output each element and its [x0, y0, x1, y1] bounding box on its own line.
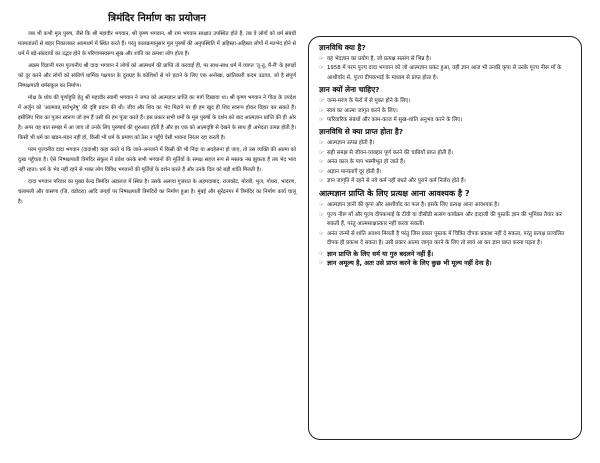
list-item	[319, 211, 571, 230]
list-item	[319, 139, 571, 148]
list-item	[319, 201, 571, 210]
closing-note	[319, 259, 571, 269]
list-item-text: यह भेदज्ञान का प्रयोग है, जो प्रत्यक्ष सत्संग से भिन्न है।	[327, 56, 432, 62]
pointing-hand-icon: ☞	[319, 140, 324, 147]
list-item	[319, 168, 571, 177]
list-item-text: आत्मज्ञान उत्पन्न होती है।	[327, 140, 375, 147]
left-column	[18, 10, 296, 209]
section-list-what-is-gyanvidhi	[319, 55, 571, 83]
list-item	[319, 116, 571, 125]
pointing-hand-icon: ☞	[319, 65, 324, 72]
pointing-hand-icon: ☞	[319, 159, 324, 166]
pointing-hand-icon: ☞	[319, 107, 324, 114]
pointing-hand-icon: ☞	[319, 178, 324, 185]
list-item-text: अज्ञान मान्यताएँ दूर होती हैं।	[327, 168, 382, 175]
pointing-hand-icon: ☞	[319, 56, 324, 62]
list-item	[319, 107, 571, 116]
pointing-hand-icon: ☞	[319, 260, 324, 267]
pointing-hand-icon: ☞	[319, 168, 324, 175]
paragraph-2: अक्रम विज्ञानी परम पूज्यनीय श्री दादा भगवान ने लोगों को आत्मधर्म की प्राप्ति तो करवाई ही, पर साथ-साथ धर्म में व्याप्त 'तू-तू, मैं-मैं' के झगड़ों को दूर करने और लोगों को संकीर्ण धार्मिक पक्षपात के दुराग्रह के कोशिशों से परे हटाने के लिए एक अनोखा, क्रांतिकारी कदम उठाया, जो है संपूर्ण निष्पक्षपाती धर्मसंकुल का निर्माण।	[18, 63, 296, 89]
section-list-what-is-gained	[319, 139, 571, 186]
closing-note-text: ज्ञान अमूल्य है, अतः उसे प्राप्त करने के लिए कुछ भी मूल्य नहीं देना है।	[327, 259, 492, 268]
section-heading-what-is-gyanvidhi: ज्ञानविधि क्या है?	[319, 43, 366, 52]
info-panel	[308, 36, 582, 440]
pointing-hand-icon: ☞	[319, 211, 324, 218]
list-item	[319, 149, 571, 158]
pointing-hand-icon: ☞	[319, 98, 324, 105]
pointing-hand-icon: ☞	[319, 117, 324, 124]
list-item-text: स्वयं का आत्मा जागृत करने के लिए।	[327, 107, 398, 114]
pointing-hand-icon: ☞	[319, 202, 324, 209]
list-item-text: आत्मज्ञान ज्ञानी की कृपा और आशीर्वाद का फल है। इसके लिए प्रत्यक्ष आना आवश्यक है।	[327, 202, 500, 209]
list-item-text: जन्म-मरण के फेरों में से मुक्त होने के लिए।	[327, 98, 411, 105]
list-item-text: अनंत जन्मों से शांति अवश्य मिलती है परंतु जिस प्रकार पुस्तक में चित्रित दीपक प्रकाश नहीं दे सकता, परंतु प्रत्यक्ष प्रज्वलित दीपक ही प्रकाश दे सकता है। उसी प्रकार आत्मा जागृत करने के लिए तो स्वयं आ कर ज्ञान प्राप्त करना पड़ता है।	[327, 230, 565, 247]
list-item-text: पूज्य नीरू माँ और पूज्य दीपकभाई के टीवी या वीसीडी सत्संग कार्यक्रम और दादाजी की पुस्तकें ज्ञान की भूमिका तैयार कर सकती हैं, परंतु आत्मसाक्षात्कार नहीं करवा सकतीं।	[327, 211, 562, 228]
pointing-hand-icon: ☞	[319, 149, 324, 156]
list-item	[319, 97, 571, 106]
paragraph-5: दादा भगवान परिवार का मुख्य केन्द्र त्रिमंदिर अडालज में स्थित है। उसके अलावा गुजरात के अहमदाबाद, राजकोट, मोरबी, भुज, गोधरा, भादरण, चलामली और वासणा (जि. वडोदरा) आदि जगहों पर निष्पक्षपाती त्रिमंदिरों का निर्माण हुआ है। मुंबई और सुरेंद्रनगर में त्रिमंदिर का निर्माण कार्य चालू है।	[18, 179, 296, 205]
list-item	[319, 55, 571, 64]
paragraph-1: जब भी कभी मूल पुरुष, जैसे कि श्री महावीर भगवान, श्री कृष्ण भगवान, श्री राम भगवान साक्षात उपस्थित होते हैं, तब वे लोगों को धर्म संबंधी मतमतांतरों से बाहर निकालकर आत्मधर्म में स्थित करते हैं। परंतु कालक्रमानुसार मूल पुरुषों की अनुपस्थिति में अहिस्ता-अहिस्ता लोगों में मतभेद होने से धर्म में बड़े-संप्रदायों का उद्भव होने के परिणामस्वरूप सुख और शांति का क्रमशः लोप होता है।	[18, 31, 296, 57]
pointing-hand-icon: ☞	[319, 250, 324, 257]
closing-note	[319, 250, 571, 260]
closing-note-text: ज्ञान प्राप्ति के लिए धर्म या गुरु बदलने नहीं हैं।	[327, 249, 434, 258]
page-title: त्रिमंदिर निर्माण का प्रयोजन	[108, 13, 206, 24]
list-item-text: अनंत काल के पाप भस्मीभूत हो जाते हैं।	[327, 159, 406, 166]
section-heading-presence-required: आत्मज्ञान प्राप्ति के लिए प्रत्यक्ष आना आवश्यक है ?	[319, 189, 470, 199]
list-item	[319, 177, 571, 186]
pointing-hand-icon: ☞	[319, 230, 324, 237]
list-item-text: सही समझ से जीवन-व्यवहार पूर्ण करने की चाबियाँ प्राप्त होती हैं।	[327, 149, 453, 156]
list-item	[319, 158, 571, 167]
list-item-text: पारिवारिक संबंधों और काम-काज में सुख-शांति अनुभव करने के लिए।	[327, 117, 463, 124]
list-item-text: ज्ञान जागृति में रहने से नये कर्म नहीं बंधते और पुराने कर्म निर्जरा होते हैं।	[327, 178, 466, 185]
section-heading-why-take-gyan: ज्ञान क्यों लेना चाहिए?	[319, 85, 380, 95]
section-list-why-take-gyan	[319, 97, 571, 125]
paragraph-4: परम पूज्यनीय दादा भगवान (दादाश्री) कहा करते थे कि जाने-अनजाने में किसी की भी निंदा या अवहेलना हो जाए, तो उस व्यक्ति की आत्मा को दुःख पहुँचता है। ऐसे निष्पक्षपाती त्रिमंदिर संकुल में प्रवेश करके सभी भगवानों की मूर्तियों के समक्ष सहज रूप से मस्तक नम्र झुकता है तब भेद भाव नहीं रहता। धर्म के भेद नहीं रहने से भक्त लोग विविध भगवानों की मूर्तियों के दर्शन करते हैं और उनके दिल को बड़ी शांति मिलती है।	[18, 147, 296, 173]
list-item	[319, 230, 571, 249]
paragraph-3: मोक्ष के ध्येय की पूर्णाहुति हेतु श्री महावीर स्वामी भगवान ने जगत को आत्मज्ञान प्राप्ति का मार्ग दिखाया था। श्री कृष्ण भगवान ने गीता के उपदेश में अर्जुन को 'आत्मवत् सर्वभूतेषु' की दृष्टि प्रदान की थी। जीव और शिव का भेद मिटाने पर ही हम खुद ही शिव स्वरूप होकर विहार कर सकते हैं। इसीलिए शिव का पूजन स्वरूप जो हम हैं उसी की हम पूजा करते हैं। इस प्रकार सभी धर्मों के मूल पुरुषों के दर्शन को बाद आत्मज्ञान प्राप्ति की ही ओर है। अगर यह बात समझ में आ जाए तो उनके लिए पुरुषार्थ की शुरुआत होती है और हर एक को आत्मदृष्टि से देखने के साथ ही अभेदता उत्पन्न होती है। किसी भी धर्म का खंडन-मंडन नहीं हो, किसी भी धर्म के प्रमाण को ठेस न पहुँचे ऐसी भावना निरंतर रहा करती है।	[18, 95, 296, 141]
closing-notes	[319, 250, 571, 270]
section-heading-what-is-gained: ज्ञानविधि से क्या प्राप्त होता है?	[319, 127, 404, 137]
list-item	[319, 64, 571, 83]
list-item-text: 1958 में परम पूज्य दादा भगवान को जो आत्मज्ञान प्रकट हुआ, वही ज्ञान आज भी उनकी कृपा से उनके पूज्य नीरू माँ के आशीर्वाद से, पूज्य दीपकभाई के माध्यम से प्राप्त होता है।	[327, 65, 562, 81]
section-list-presence-required	[319, 201, 571, 248]
